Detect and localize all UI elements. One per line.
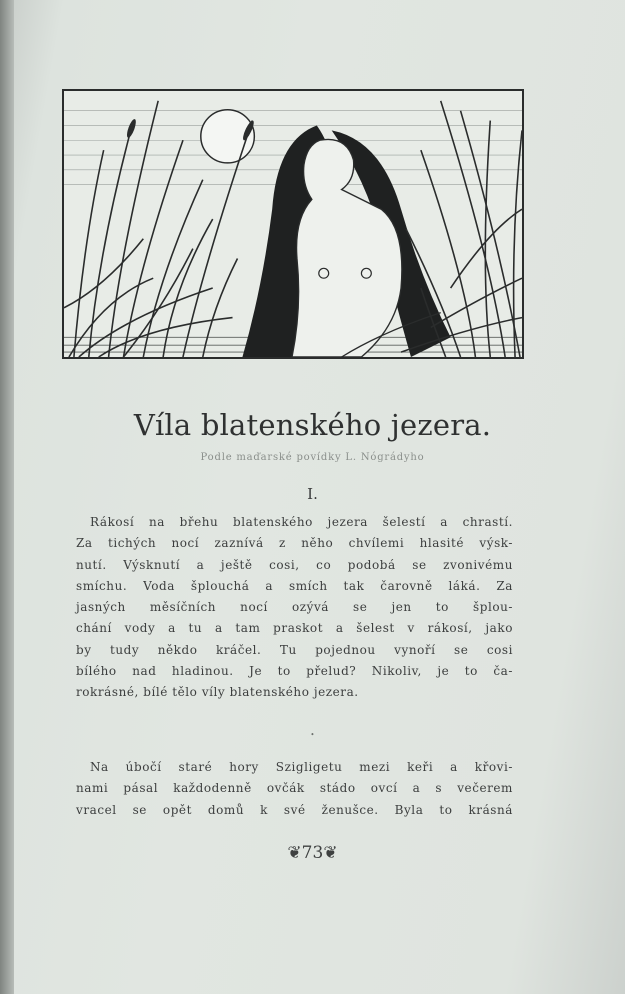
- text-line: Rákosí na břehu blatenského jezera šelestí a chrastí.: [90, 515, 513, 529]
- text-line: chání vody a tu a tam praskot a šelest v rákosí, jako: [76, 621, 513, 636]
- page-number-value: 73: [301, 843, 324, 863]
- header-illustration: [62, 89, 524, 359]
- moon-reeds-water-nymph-illustration: [64, 91, 522, 357]
- text-line: jasných měsíčních nocí ozývá se jen to šplou-: [76, 600, 513, 615]
- text-line: bílého nad hladinou. Je to přelud? Nikoliv, je to ča-: [76, 664, 513, 679]
- page-number-ornament-left: ❦: [287, 843, 302, 863]
- text-line: vracel se opět domů k své ženušce. Byla to krásná: [76, 802, 513, 817]
- paragraph-1: [76, 512, 513, 704]
- text-line: by tudy někdo kráčel. Tu pojednou vynoří se cosi: [76, 642, 513, 657]
- text-line: Za tichých nocí zaznívá z něho chvílemi hlasité výsk-: [76, 536, 513, 551]
- chapter-subtitle: Podle maďarské povídky L. Nógrádyho: [200, 452, 425, 463]
- page-number-ornament-right: ❦: [323, 843, 338, 863]
- text-line: nami pásal každodenně ovčák stádo ovcí a s večerem: [76, 781, 513, 796]
- page-number: [0, 843, 625, 863]
- text-line: smíchu. Voda šplouchá a smích tak čarovně láká. Za: [76, 578, 513, 593]
- section-number: I.: [307, 485, 318, 503]
- chapter-title: Víla blatenského jezera.: [133, 408, 492, 442]
- paragraph-2: [76, 757, 513, 821]
- text-line: nutí. Výsknutí a ještě cosi, co podobá se zvonivému: [76, 557, 513, 572]
- section-divider: •: [310, 731, 315, 739]
- text-line: Na úbočí staré hory Szigligetu mezi keři a křovi-: [90, 760, 513, 774]
- text-line: rokrásné, bílé tělo víly blatenského jezera.: [76, 685, 359, 700]
